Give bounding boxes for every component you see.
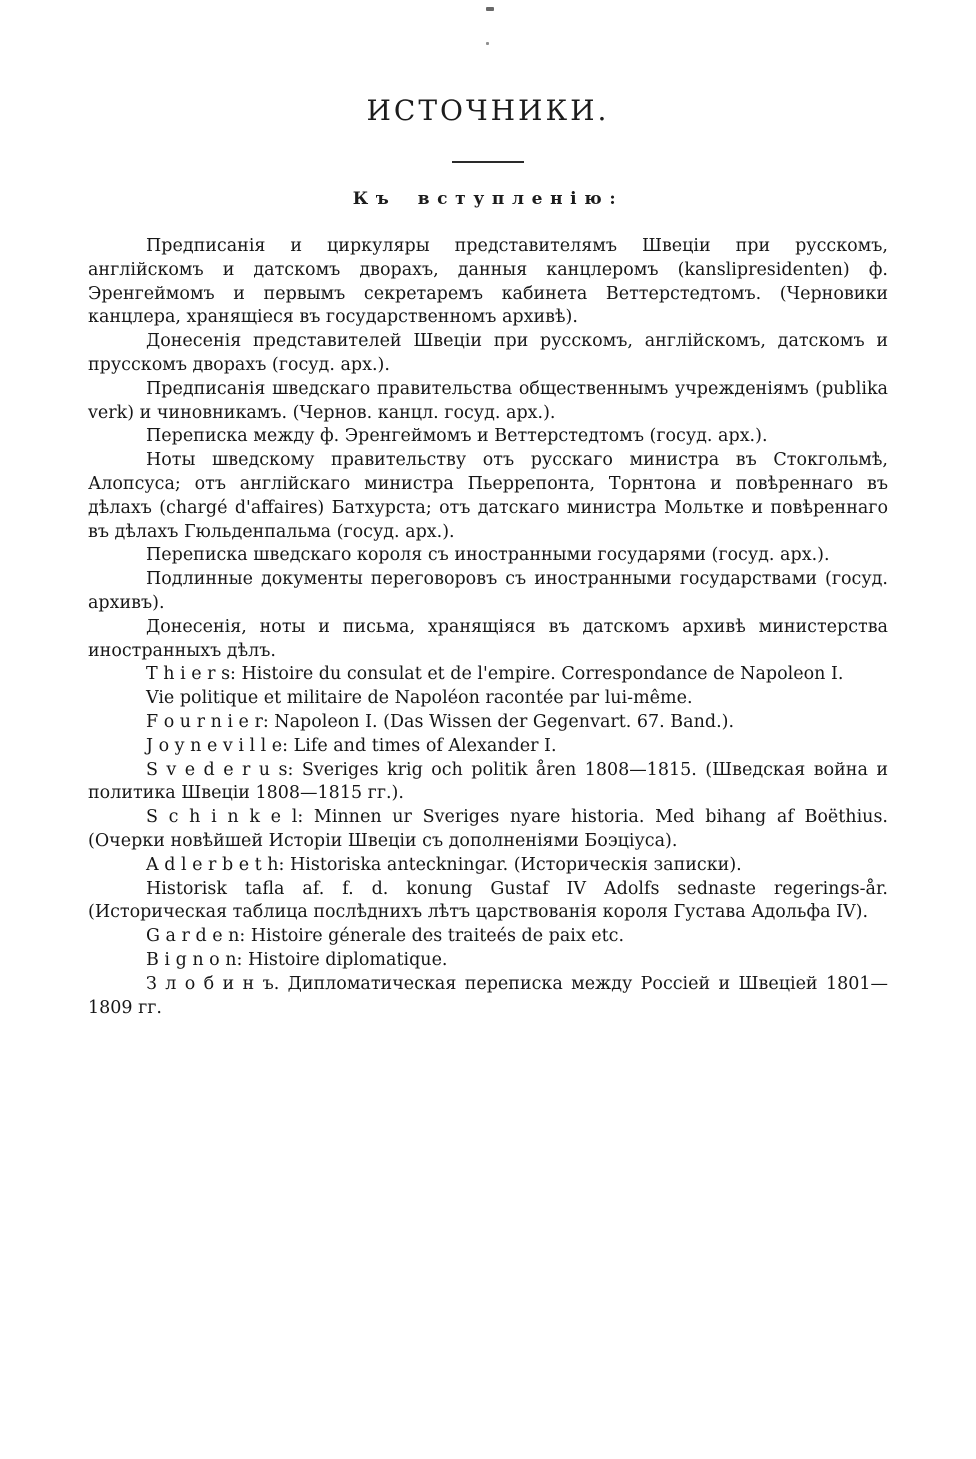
paragraph: Донесенія, ноты и письма, хранящіяся въ датскомъ архивѣ министерства иностранныхъ дѣлъ. (88, 616, 888, 661)
paragraph: Historisk tafla af. f. d. konung Gustaf IV Adolfs sednaste regerings-år. (Историческая таблица послѣднихъ лѣтъ царствованія короля Густава Адольфа IV). (88, 878, 888, 923)
paragraph: З л о б и н ъ. Дипломатическая переписка между Россіей и Швеціей 1801—1809 гг. (88, 973, 888, 1018)
paragraph: Предписанія и циркуляры представителямъ Швеціи при русскомъ, англійскомъ и датскомъ дворахъ, данныя канцлеромъ (kanslipresidenten) ф. Эренгеймомъ и первымъ секретаремъ кабинета Веттерстедтомъ. (Черновики канцлера, хранящіеся въ государственномъ архивѣ). (88, 236, 888, 328)
paragraph: A d l e r b e t h: Historiska anteckningar. (Историческія записки). (146, 854, 742, 875)
paragraph: Донесенія представителей Швеціи при русскомъ, англійскомъ, датскомъ и прусскомъ дворахъ (госуд. арх.). (88, 331, 888, 375)
paragraph: G a r d e n: Histoire génerale des traiteés de paix etc. (146, 926, 625, 947)
title-divider (452, 161, 524, 163)
paragraph: S v e d e r u s: Sveriges krig och politik åren 1808—1815. (Шведская война и политика Швеціи 1808—1815 гг.). (88, 759, 888, 804)
paragraph: Vie politique et militaire de Napoléon racontée par lui-même. (146, 688, 693, 709)
page-content (88, 0, 888, 1020)
page-title: ИСТОЧНИКИ. (366, 94, 610, 127)
paragraph: Переписка между ф. Эренгеймомъ и Веттерстедтомъ (госуд. арх.). (146, 426, 768, 447)
paragraph: Переписка шведскаго короля съ иностранными государями (госуд. арх.). (146, 545, 830, 566)
bibliography-list (88, 235, 888, 1020)
paragraph: Ноты шведскому правительству отъ русскаго министра въ Стокгольмѣ, Алопсуса; отъ англійскаго министра Пьеррепонта, Торнтона и повѣреннаго въ дѣлахъ (chargé d'affaires) Батхурста; отъ датскаго министра Мольтке и повѣреннаго въ дѣлахъ Гюльденпальма (госуд. арх.). (88, 450, 888, 542)
paragraph: F o u r n i e r: Napoleon I. (Das Wissen der Gegenvart. 67. Band.). (146, 711, 735, 732)
paragraph: B i g n o n: Histoire diplomatique. (146, 949, 448, 970)
paragraph: S c h i n k e l: Minnen ur Sveriges nyare historia. Med bihang af Boëthius. (Очерки новѣйшей Исторіи Швеціи съ дополненіями Боэціуса). (88, 807, 888, 851)
paragraph: T h i e r s: Histoire du consulat et de l'empire. Correspondance de Napoleon I. (146, 664, 844, 685)
section-heading: Къ вступленію: (352, 189, 624, 209)
paragraph: J o y n e v i l l e: Life and times of Alexander I. (146, 735, 557, 756)
paragraph: Предписанія шведскаго правительства общественнымъ учрежденіямъ (publika verk) и чиновникамъ. (Чернов. канцл. госуд. арх.). (88, 378, 888, 423)
paragraph: Подлинные документы переговоровъ съ иностранными государствами (госуд. архивъ). (88, 569, 888, 613)
